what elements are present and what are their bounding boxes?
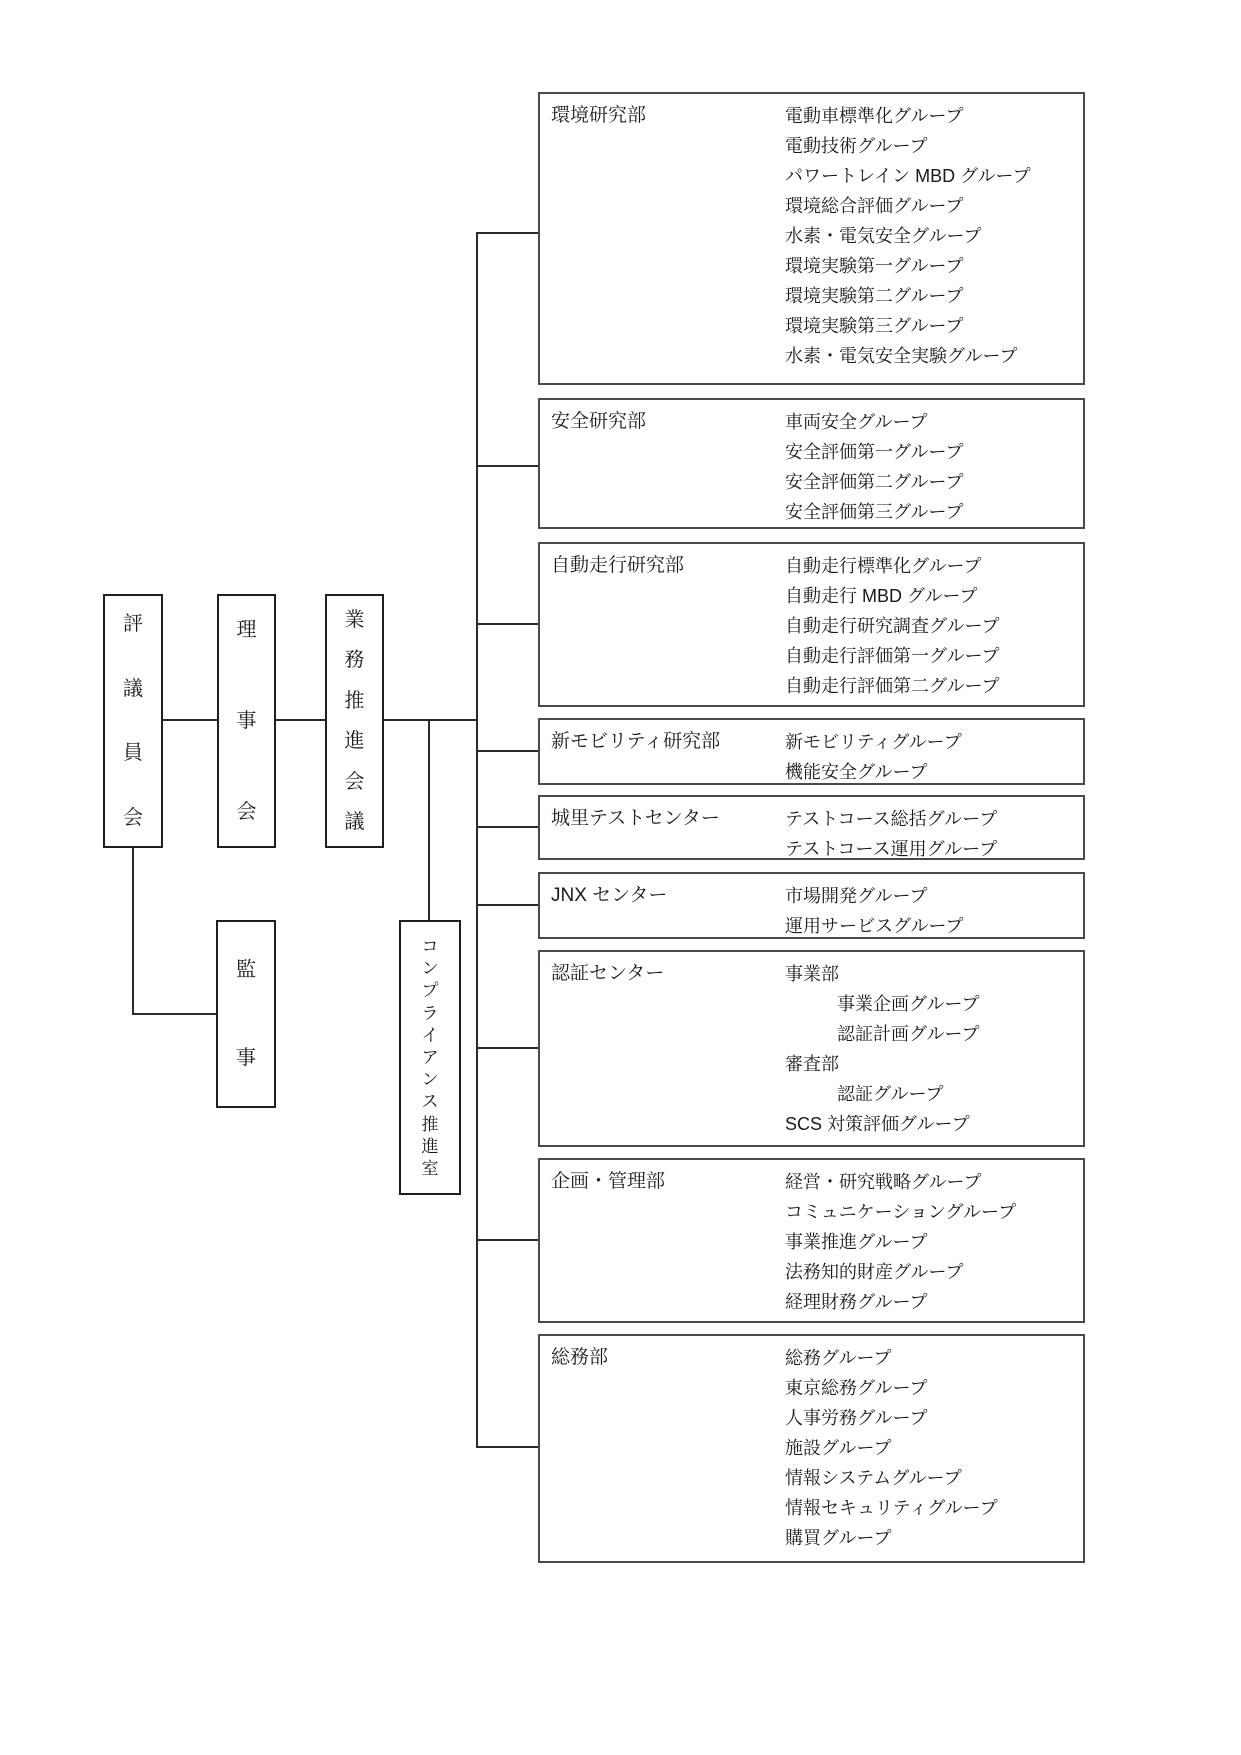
dept-new-mobility-research [538, 718, 1085, 785]
connector-compliance-drop [428, 720, 430, 920]
group-list [785, 959, 1077, 1139]
group-item: テストコース総括グループ [785, 809, 998, 829]
dept-title: JNX センター [551, 885, 668, 906]
group-item: 事業部 [785, 964, 839, 984]
group-item: 認証計画グループ [837, 1024, 980, 1044]
dept-title: 環境研究部 [551, 105, 647, 126]
group-item: 車両安全グループ [785, 412, 928, 432]
dept-title: 安全研究部 [551, 411, 647, 432]
dept-general-affairs [538, 1334, 1085, 1563]
group-item: 自動走行研究調査グループ [785, 616, 1000, 636]
board-of-directors-box: 理 事 会 [217, 594, 276, 848]
group-item: 事業推進グループ [785, 1232, 928, 1252]
dept-environment-research [538, 92, 1085, 385]
dept-jnx-center [538, 872, 1085, 939]
group-item: 安全評価第三グループ [785, 502, 964, 522]
group-list [785, 804, 1077, 864]
group-item: 審査部 [785, 1054, 839, 1074]
group-list [785, 727, 1077, 787]
group-item: 法務知的財産グループ [785, 1262, 964, 1282]
connector-operations-trunk [384, 719, 477, 721]
dept-shirosato-test-center [538, 795, 1085, 860]
group-item: 電動車標準化グループ [785, 106, 964, 126]
group-item: 市場開発グループ [785, 886, 928, 906]
group-item: パワートレイン MBD グループ [785, 166, 1031, 186]
group-item: 自動走行評価第二グループ [785, 676, 1000, 696]
compliance-promotion-office-box: コ ン プ ラ イ ア ン ス 推 進 室 [399, 920, 461, 1195]
group-list [785, 1343, 1077, 1553]
group-item: 認証グループ [837, 1084, 944, 1104]
dept-title: 認証センター [551, 963, 665, 984]
group-item: コミュニケーショングループ [785, 1202, 1017, 1222]
group-list [785, 101, 1077, 371]
group-item: 環境実験第三グループ [785, 316, 964, 336]
group-item: 事業企画グループ [837, 994, 980, 1014]
connector-council-auditor-horizontal [132, 1013, 216, 1015]
group-item: 環境実験第二グループ [785, 286, 964, 306]
dept-title: 総務部 [551, 1347, 609, 1368]
group-item: 電動技術グループ [785, 136, 928, 156]
stub-jnx-center [477, 904, 538, 906]
group-item: 経理財務グループ [785, 1292, 928, 1312]
stub-safety-research [477, 465, 538, 467]
group-item: 情報システムグループ [785, 1468, 962, 1488]
group-item: 新モビリティグループ [785, 732, 962, 752]
dept-safety-research [538, 398, 1085, 529]
group-item: 環境実験第一グループ [785, 256, 964, 276]
dept-automated-driving-research [538, 542, 1085, 707]
group-item: 購買グループ [785, 1528, 892, 1548]
group-item: 環境総合評価グループ [785, 196, 964, 216]
group-item: 経営・研究戦略グループ [785, 1172, 982, 1192]
stub-shirosato-test-center [477, 826, 538, 828]
group-item: 自動走行 MBD グループ [785, 586, 978, 606]
council-box: 評 議 員 会 [103, 594, 163, 848]
dept-planning-administration [538, 1158, 1085, 1323]
group-list [785, 551, 1077, 701]
group-list [785, 1167, 1077, 1317]
group-item: 安全評価第二グループ [785, 472, 964, 492]
group-item: 自動走行評価第一グループ [785, 646, 1000, 666]
dept-title: 城里テストセンター [551, 808, 720, 829]
stub-planning-administration [477, 1239, 538, 1241]
group-item: 東京総務グループ [785, 1378, 928, 1398]
group-item: 安全評価第一グループ [785, 442, 964, 462]
group-item: 総務グループ [785, 1348, 892, 1368]
group-item: 施設グループ [785, 1438, 892, 1458]
dept-title: 企画・管理部 [551, 1171, 666, 1192]
stub-general-affairs [477, 1446, 538, 1448]
group-item: テストコース運用グループ [785, 839, 998, 859]
group-item: SCS 対策評価グループ [785, 1114, 970, 1134]
operations-promotion-meeting-box: 業 務 推 進 会 議 [325, 594, 384, 848]
group-item: 人事労務グループ [785, 1408, 928, 1428]
group-item: 機能安全グループ [785, 762, 928, 782]
group-list [785, 407, 1077, 527]
trunk-line [476, 232, 478, 1448]
dept-title: 新モビリティ研究部 [551, 731, 721, 752]
group-item: 運用サービスグループ [785, 916, 964, 936]
connector-council-auditor-vertical [132, 848, 134, 1015]
auditor-box: 監 事 [216, 920, 276, 1108]
stub-certification-center [477, 1047, 538, 1049]
stub-automated-driving-research [477, 623, 538, 625]
group-item: 自動走行標準化グループ [785, 556, 982, 576]
stub-new-mobility-research [477, 750, 538, 752]
stub-environment-research [477, 232, 538, 234]
connector-council-board [163, 719, 217, 721]
dept-title: 自動走行研究部 [551, 555, 685, 576]
connector-board-operations [276, 719, 325, 721]
group-list [785, 881, 1077, 941]
group-item: 水素・電気安全実験グループ [785, 346, 1018, 366]
dept-certification-center [538, 950, 1085, 1147]
group-item: 水素・電気安全グループ [785, 226, 982, 246]
group-item: 情報セキュリティグループ [785, 1498, 998, 1518]
